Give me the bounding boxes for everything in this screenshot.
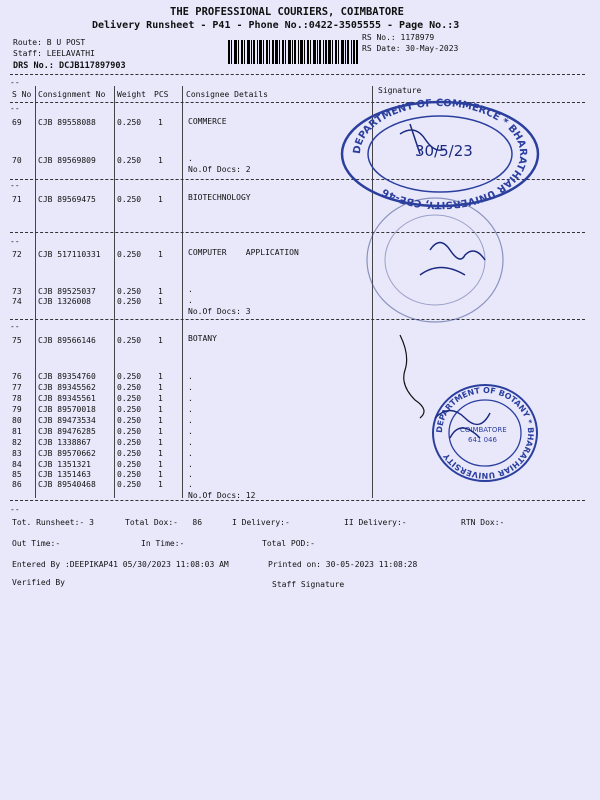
- row-weight: 0.250: [117, 383, 142, 392]
- row-sno: 78: [12, 394, 22, 403]
- row-consignment: CJB 89566146: [38, 336, 96, 345]
- col-header-consignment: Consignment No: [38, 90, 106, 99]
- row-pcs: 1: [158, 449, 163, 458]
- row-consignment: CJB 1338867: [38, 438, 91, 447]
- docs-count: No.Of Docs: 3: [188, 307, 251, 316]
- row-pcs: 1: [158, 195, 163, 204]
- row-weight: 0.250: [117, 394, 142, 403]
- row-pcs: 1: [158, 156, 163, 165]
- out-time: Out Time:-: [12, 539, 61, 548]
- row-consignee: .: [188, 394, 193, 403]
- row-sno: 72: [12, 250, 22, 259]
- printed-on: Printed on: 30-05-2023 11:08:28: [268, 560, 418, 569]
- row-sno: 76: [12, 372, 22, 381]
- row-weight: 0.250: [117, 250, 142, 259]
- row-consignment: CJB 89354760: [38, 372, 96, 381]
- rs-number: RS No.: 1178979: [362, 33, 435, 42]
- svg-text:DEPARTMENT OF COMMERCE * BHARA: DEPARTMENT OF COMMERCE * BHARATHIAR UNIVERSITY, CBE-46: [351, 97, 529, 211]
- row-sno: 73: [12, 287, 22, 296]
- row-consignment: CJB 89473534: [38, 416, 96, 425]
- second-delivery: II Delivery:-: [344, 518, 407, 527]
- row-consignee: .: [188, 383, 193, 392]
- separator-mark: --: [10, 505, 20, 514]
- row-consignment: CJB 89570018: [38, 405, 96, 414]
- row-consignee: .: [188, 296, 193, 305]
- row-consignment: CJB 89570662: [38, 449, 96, 458]
- column-rule-2: [114, 86, 115, 498]
- row-sno: 77: [12, 383, 22, 392]
- row-consignee: .: [188, 285, 193, 294]
- row-pcs: 1: [158, 297, 163, 306]
- row-weight: 0.250: [117, 470, 142, 479]
- row-consignee: .: [188, 460, 193, 469]
- row-consignment: CJB 89569475: [38, 195, 96, 204]
- divider-top: [10, 74, 585, 75]
- col-header-sno: S No: [12, 90, 32, 99]
- row-sno: 84: [12, 460, 22, 469]
- total-runsheet: Tot. Runsheet:- 3: [12, 518, 94, 527]
- row-pcs: 1: [158, 287, 163, 296]
- row-weight: 0.250: [117, 118, 142, 127]
- route-label: Route: B U POST: [13, 38, 86, 47]
- svg-text:641 046: 641 046: [468, 436, 497, 444]
- docs-count: No.Of Docs: 2: [188, 165, 251, 174]
- in-time: In Time:-: [141, 539, 185, 548]
- row-consignee: .: [188, 405, 193, 414]
- col-header-pcs: PCS: [154, 90, 169, 99]
- row-pcs: 1: [158, 470, 163, 479]
- row-consignee: .: [188, 416, 193, 425]
- row-sno: 86: [12, 480, 22, 489]
- row-weight: 0.250: [117, 405, 142, 414]
- column-rule-3: [182, 86, 183, 498]
- separator-mark: --: [10, 322, 20, 331]
- total-pod: Total POD:-: [262, 539, 315, 548]
- row-sno: 85: [12, 470, 22, 479]
- row-consignment: CJB 89569809: [38, 156, 96, 165]
- row-consignee: .: [188, 480, 193, 489]
- row-weight: 0.250: [117, 336, 142, 345]
- row-pcs: 1: [158, 438, 163, 447]
- col-header-consignee: Consignee Details: [186, 90, 268, 99]
- separator-mark: --: [10, 104, 20, 113]
- first-delivery: I Delivery:-: [232, 518, 290, 527]
- verified-by: Verified By: [12, 578, 65, 587]
- row-weight: 0.250: [117, 480, 142, 489]
- row-pcs: 1: [158, 416, 163, 425]
- row-pcs: 1: [158, 480, 163, 489]
- row-weight: 0.250: [117, 195, 142, 204]
- row-weight: 0.250: [117, 427, 142, 436]
- staff-signature: Staff Signature: [272, 580, 345, 589]
- row-consignment: CJB 89525037: [38, 287, 96, 296]
- separator-mark: --: [10, 237, 20, 246]
- runsheet-subtitle: Delivery Runsheet - P41 - Phone No.:0422-3505555 - Page No.:3: [92, 20, 460, 31]
- row-consignment: CJB 89540468: [38, 480, 96, 489]
- row-pcs: 1: [158, 405, 163, 414]
- row-consignee: COMPUTER APPLICATION: [188, 248, 299, 257]
- barcode: [228, 40, 358, 64]
- row-consignment: CJB 1351463: [38, 470, 91, 479]
- row-weight: 0.250: [117, 438, 142, 447]
- row-consignee: .: [188, 470, 193, 479]
- entered-by: Entered By :DEEPIKAP41 05/30/2023 11:08:03 AM: [12, 560, 229, 569]
- row-sno: 71: [12, 195, 22, 204]
- row-pcs: 1: [158, 372, 163, 381]
- staff-label: Staff: LEELAVATHI: [13, 49, 95, 58]
- row-consignment: CJB 89345562: [38, 383, 96, 392]
- row-sno: 69: [12, 118, 22, 127]
- col-header-weight: Weight: [117, 90, 146, 99]
- row-consignee: .: [188, 427, 193, 436]
- row-consignment: CJB 89345561: [38, 394, 96, 403]
- row-consignee: .: [188, 449, 193, 458]
- row-consignee: .: [188, 372, 193, 381]
- row-sno: 80: [12, 416, 22, 425]
- return-dox: RTN Dox:-: [461, 518, 505, 527]
- row-consignment: CJB 89476285: [38, 427, 96, 436]
- row-weight: 0.250: [117, 297, 142, 306]
- total-dox: Total Dox:- 86: [125, 518, 203, 527]
- drs-number: DRS No.: DCJB117897903: [13, 61, 126, 71]
- row-sno: 70: [12, 156, 22, 165]
- row-pcs: 1: [158, 427, 163, 436]
- row-weight: 0.250: [117, 449, 142, 458]
- row-pcs: 1: [158, 460, 163, 469]
- row-consignment: CJB 1351321: [38, 460, 91, 469]
- divider-group: [10, 500, 585, 501]
- row-weight: 0.250: [117, 416, 142, 425]
- row-sno: 74: [12, 297, 22, 306]
- col-header-signature: Signature: [378, 86, 422, 95]
- row-pcs: 1: [158, 383, 163, 392]
- row-consignee: BOTANY: [188, 334, 217, 343]
- row-sno: 82: [12, 438, 22, 447]
- row-pcs: 1: [158, 118, 163, 127]
- row-consignee: .: [188, 154, 193, 163]
- row-sno: 81: [12, 427, 22, 436]
- row-weight: 0.250: [117, 460, 142, 469]
- row-consignee: .: [188, 438, 193, 447]
- svg-text:COIMBATORE: COIMBATORE: [460, 426, 507, 434]
- column-rule-1: [35, 86, 36, 498]
- row-consignment: CJB 517110331: [38, 250, 101, 259]
- row-consignment: CJB 89558088: [38, 118, 96, 127]
- row-pcs: 1: [158, 250, 163, 259]
- row-sno: 75: [12, 336, 22, 345]
- row-consignee: BIOTECHNOLOGY: [188, 193, 251, 202]
- row-consignment: CJB 1326008: [38, 297, 91, 306]
- docs-count: No.Of Docs: 12: [188, 491, 256, 500]
- rs-date: RS Date: 30-May-2023: [362, 44, 459, 53]
- row-consignee: COMMERCE: [188, 117, 227, 126]
- row-weight: 0.250: [117, 287, 142, 296]
- row-pcs: 1: [158, 336, 163, 345]
- row-sno: 83: [12, 449, 22, 458]
- row-pcs: 1: [158, 394, 163, 403]
- row-weight: 0.250: [117, 156, 142, 165]
- svg-text:DEPARTMENT OF BOTANY * BHARATH: DEPARTMENT OF BOTANY * BHARATHIAR UNIVERSITY: [434, 385, 536, 481]
- company-title: THE PROFESSIONAL COURIERS, COIMBATORE: [170, 6, 404, 18]
- row-weight: 0.250: [117, 372, 142, 381]
- svg-text:30/5/23: 30/5/23: [415, 142, 473, 160]
- row-sno: 79: [12, 405, 22, 414]
- separator-mark: --: [10, 78, 20, 87]
- botany-stamp: [420, 378, 550, 488]
- separator-mark: --: [10, 181, 20, 190]
- faded-stamp: [360, 190, 510, 330]
